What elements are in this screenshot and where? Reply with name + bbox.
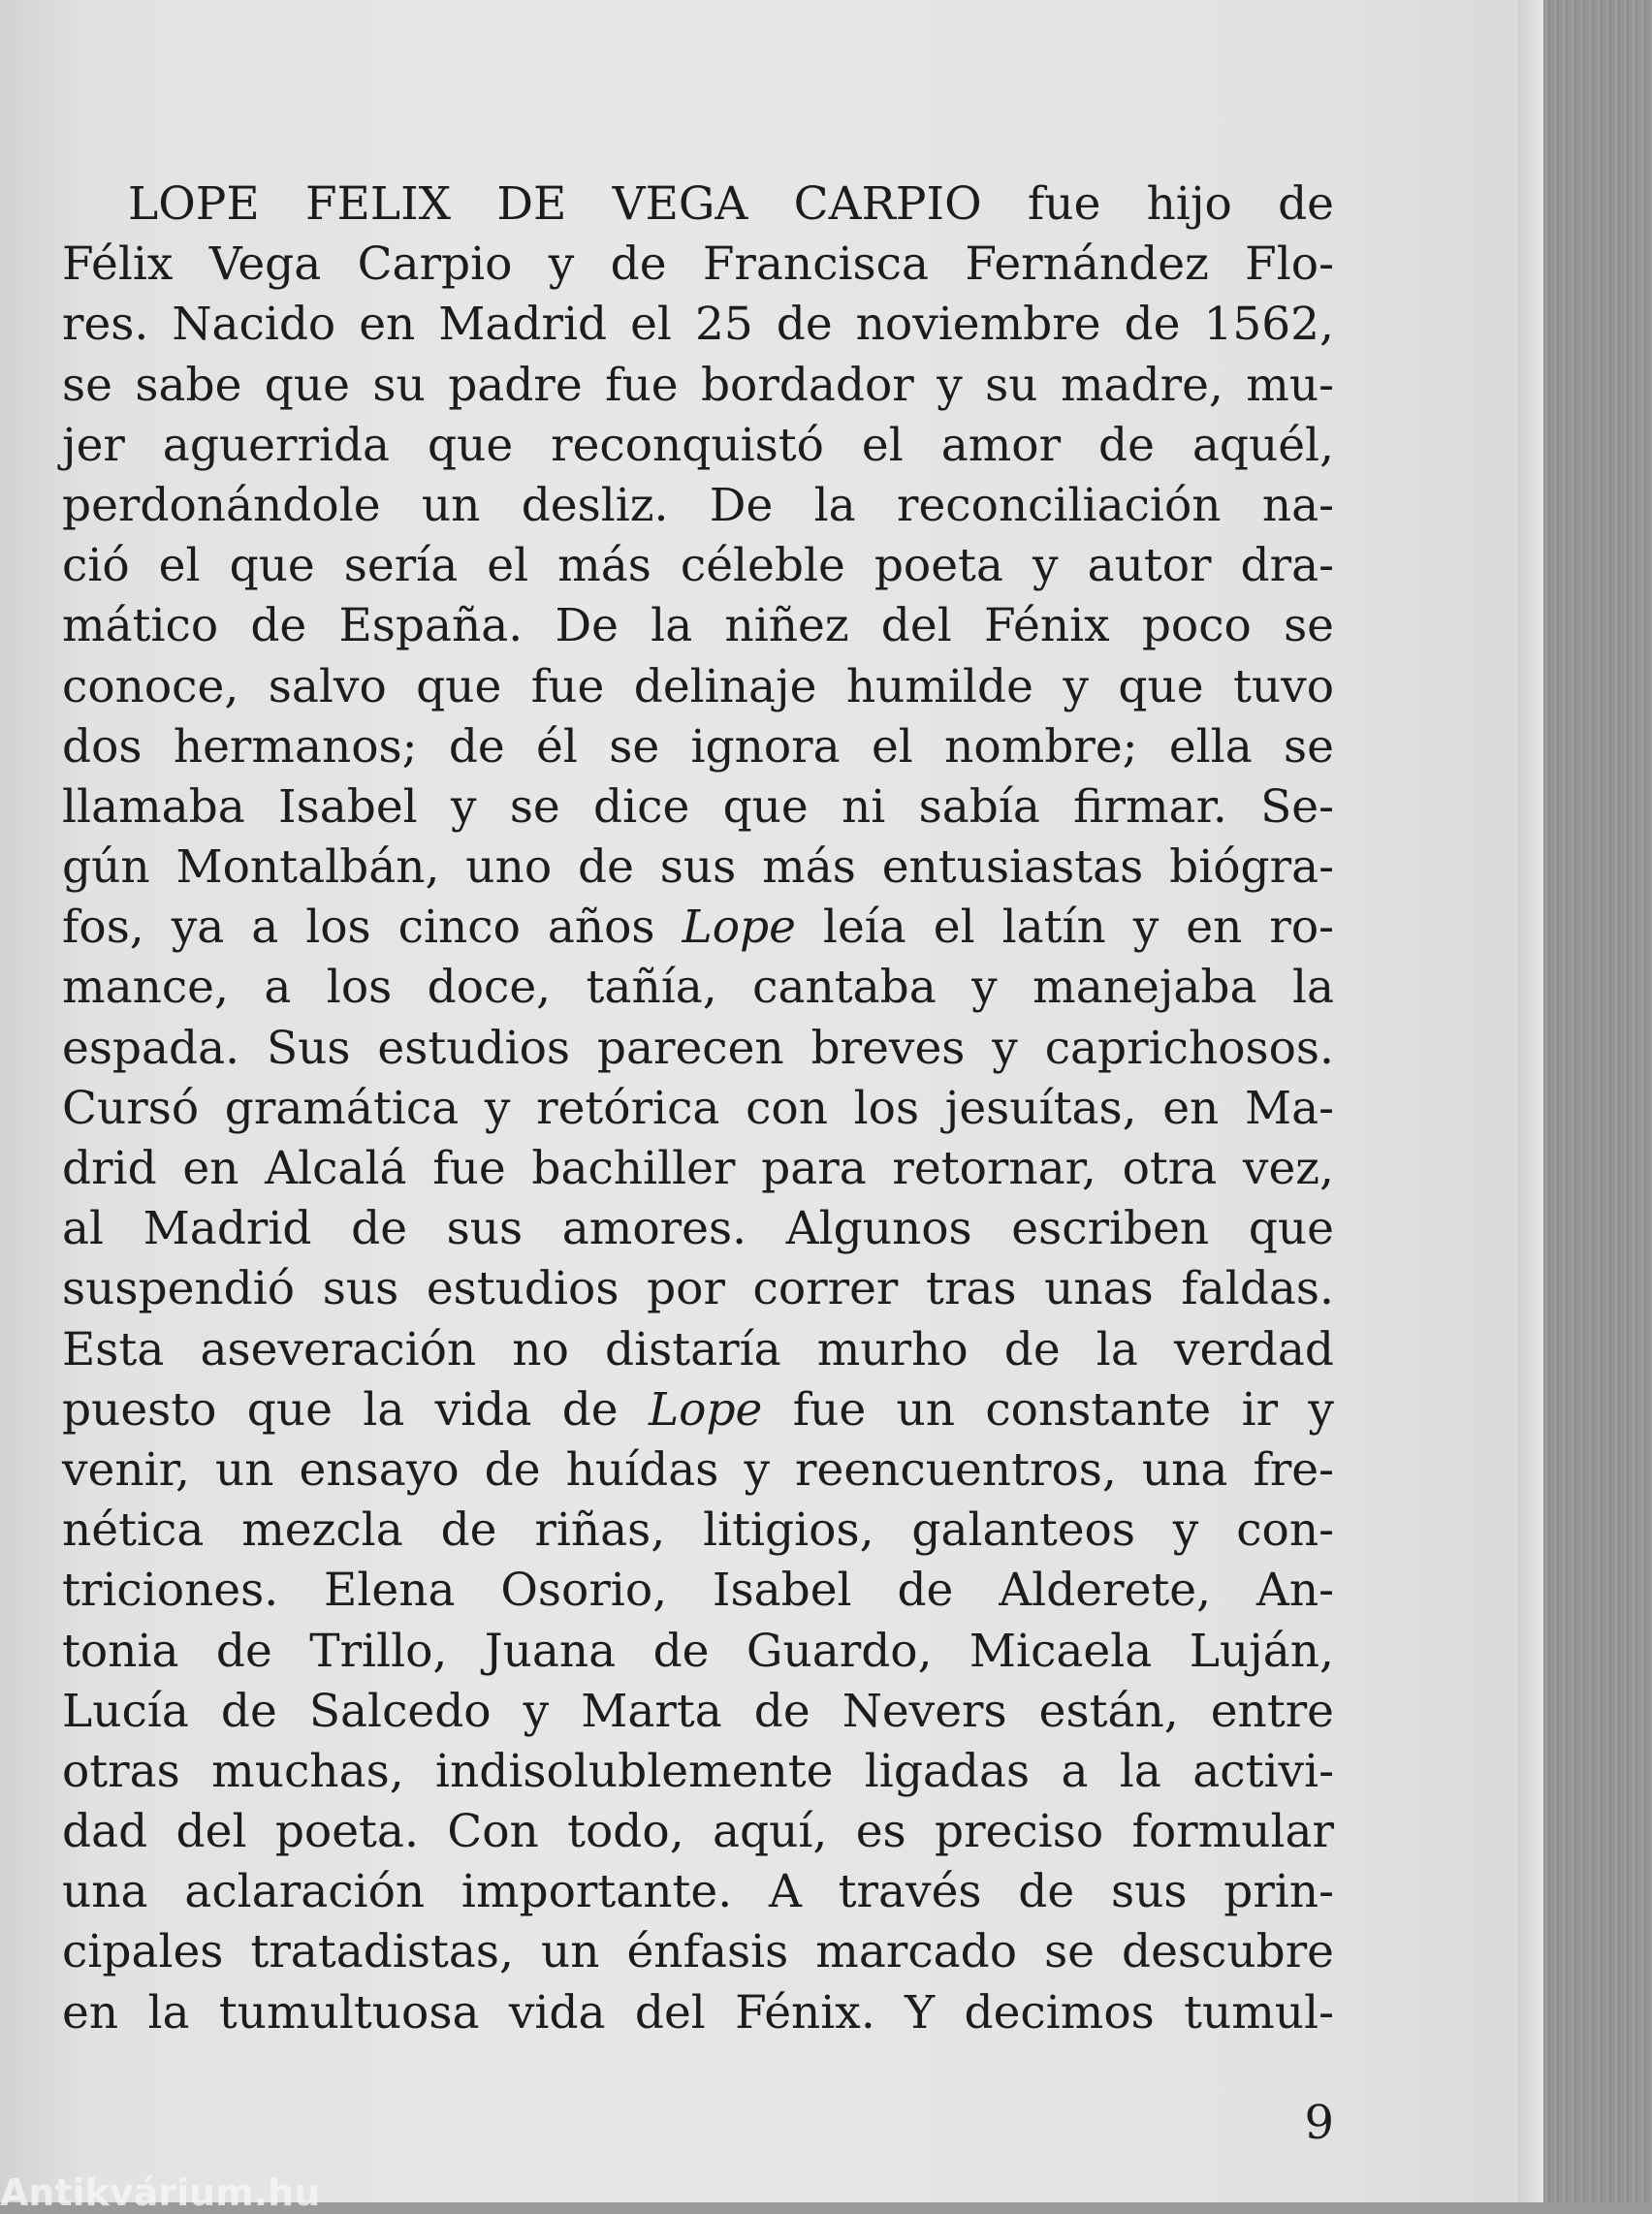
text-line: res. Nacido en Madrid el 25 de noviembre de 1562,	[62, 298, 1334, 352]
background-surface	[1543, 0, 1652, 2202]
text-line: LOPE FELIX DE VEGA CARPIO fue hijo de	[128, 177, 1334, 231]
text-line: conoce, salvo que fue delinaje humilde y que tuvo	[62, 659, 1334, 713]
body-text	[62, 174, 1334, 2043]
line-segment: fue un constante ir y	[792, 1382, 1334, 1437]
text-line: Félix Vega Carpio y de Francisca Fernández Flo-	[62, 237, 1334, 292]
text-line: otras muchas, indisolublemente ligadas a la activi-	[62, 1744, 1334, 1798]
page-number: 9	[1304, 2096, 1334, 2150]
watermark: Antikvárium.hu	[0, 2171, 321, 2214]
text-line: al Madrid de sus amores. Algunos escriben que	[62, 1202, 1334, 1256]
italic-name: Lope	[682, 901, 796, 955]
text-line	[62, 1380, 1334, 1440]
line-segment: puesto que la vida de	[62, 1382, 619, 1437]
text-line: llamaba Isabel y se dice que ni sabía firmar. Se-	[62, 779, 1334, 834]
text-line: mance, a los doce, tañía, cantaba y manejaba la	[62, 961, 1334, 1015]
text-line: se sabe que su padre fue bordador y su madre, mu-	[62, 358, 1334, 412]
text-line: una aclaración importante. A través de sus prin-	[62, 1865, 1334, 1919]
text-line: gún Montalbán, uno de sus más entusiastas biógra-	[62, 840, 1334, 895]
text-line: dad del poeta. Con todo, aquí, es preciso formular	[62, 1805, 1334, 1859]
text-line: triciones. Elena Osorio, Isabel de Alderete, An-	[62, 1564, 1334, 1618]
text-line: tonia de Trillo, Juana de Guardo, Micaela Luján,	[62, 1624, 1334, 1678]
page-edge	[1518, 0, 1543, 2202]
text-line: espada. Sus estudios parecen breves y caprichosos.	[62, 1021, 1334, 1075]
text-line: mático de España. De la niñez del Fénix poco se	[62, 599, 1334, 653]
text-line: dos hermanos; de él se ignora el nombre; ella se	[62, 719, 1334, 774]
text-line: perdonándole un desliz. De la reconciliación na-	[62, 478, 1334, 532]
text-line: suspendió sus estudios por correr tras unas faldas.	[62, 1262, 1334, 1316]
text-line: jer aguerrida que reconquistó el amor de aquél,	[62, 418, 1334, 472]
text-line: cipales tratadistas, un énfasis marcado se descubre	[62, 1925, 1334, 1979]
text-line	[62, 898, 1334, 958]
text-line: Lucía de Salcedo y Marta de Nevers están, entre	[62, 1684, 1334, 1738]
text-line: nética mezcla de riñas, litigios, galanteos y con-	[62, 1503, 1334, 1558]
text-line: Cursó gramática y retórica con los jesuítas, en Ma-	[62, 1081, 1334, 1135]
line-segment: fos, ya a los cinco años	[62, 901, 655, 955]
text-line: venir, un ensayo de huídas y reencuentros, una fre-	[62, 1442, 1334, 1497]
line-segment: leía el latín y en ro-	[822, 901, 1334, 955]
text-line: drid en Alcalá fue bachiller para retornar, otra vez,	[62, 1142, 1334, 1195]
text-line: en la tumultuosa vida del Fénix. Y decimos tumul-	[62, 1985, 1334, 2040]
italic-name: Lope	[648, 1382, 763, 1437]
text-line: Esta aseveración no distaría murho de la verdad	[62, 1322, 1334, 1376]
text-line: ció el que sería el más céleble poeta y autor dra-	[62, 539, 1334, 593]
